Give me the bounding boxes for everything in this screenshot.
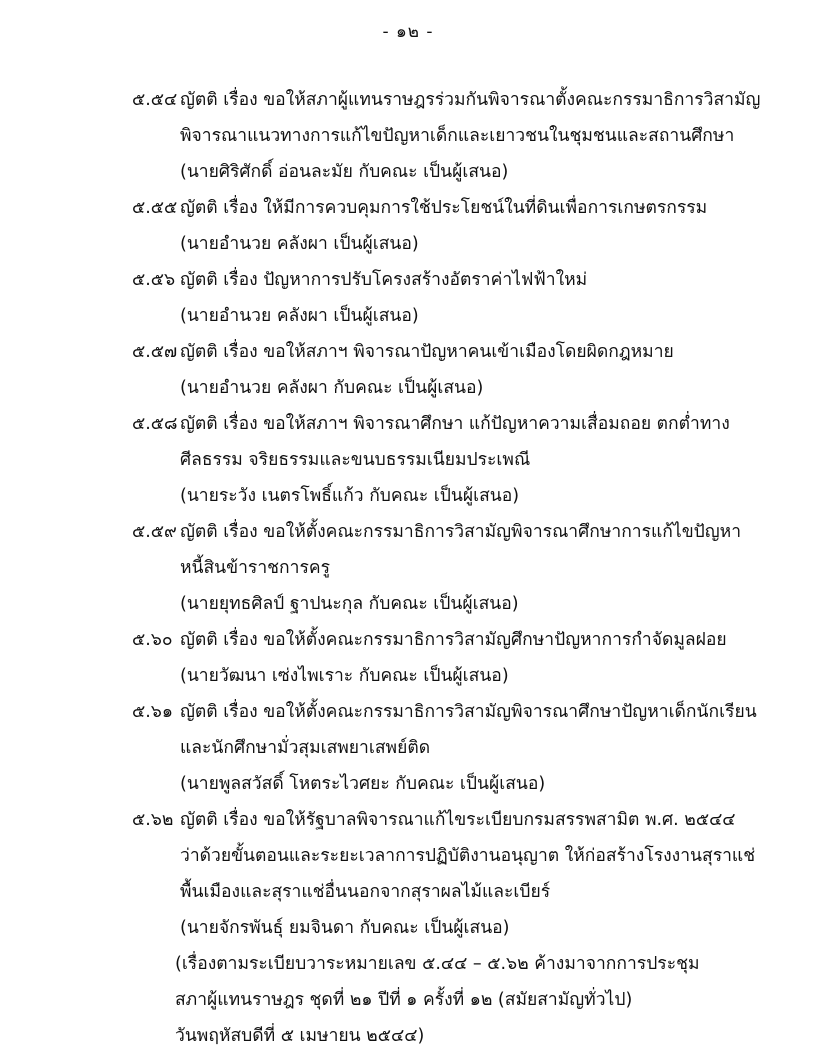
agenda-note — [0, 946, 816, 1054]
item-title-line: พิจารณาแนวทางการแก้ไขปัญหาเด็กและเยาวชนในชุมชนและสถานศึกษา — [180, 126, 735, 146]
item-number: ๕.๕๔ — [132, 90, 178, 110]
item-title-line: ญัตติ เรื่อง ขอให้สภาฯ พิจารณาปัญหาคนเข้าเมืองโดยผิดกฎหมาย — [180, 342, 674, 362]
agenda-item-5-57 — [0, 334, 816, 406]
agenda-item-5-59 — [0, 514, 816, 622]
item-proposer: (นายจักรพันธุ์ ยมจินดา กับคณะ เป็นผู้เสนอ) — [180, 918, 510, 938]
item-proposer: (นายศิริศักดิ์ อ่อนละมัย กับคณะ เป็นผู้เสนอ) — [180, 162, 509, 182]
agenda-item-5-54 — [0, 82, 816, 190]
agenda-item-5-58 — [0, 406, 816, 514]
item-number: ๕.๕๖ — [132, 270, 176, 290]
item-title-line: ศีลธรรม จริยธรรมและขนบธรรมเนียมประเพณี — [180, 450, 531, 470]
item-proposer: (นายยุทธศิลป์ ฐาปนะกุล กับคณะ เป็นผู้เสนอ) — [180, 594, 519, 614]
note-line: (เรื่องตามระเบียบวาระหมายเลข ๕.๔๔ – ๕.๖๒ ค้างมาจากการประชุม — [175, 954, 700, 974]
item-proposer: (นายระวัง เนตรโพธิ์แก้ว กับคณะ เป็นผู้เสนอ) — [180, 486, 520, 506]
item-title-line: ญัตติ เรื่อง ขอให้สภาผู้แทนราษฎรร่วมกันพิจารณาตั้งคณะกรรมาธิการวิสามัญ — [180, 90, 761, 110]
item-number: ๕.๕๘ — [132, 414, 178, 434]
item-title-line: ญัตติ เรื่อง ขอให้ตั้งคณะกรรมาธิการวิสามัญศึกษาปัญหาการกำจัดมูลฝอย — [180, 630, 727, 650]
item-number: ๕.๕๗ — [132, 342, 178, 362]
note-line: วันพฤหัสบดีที่ ๕ เมษายน ๒๕๔๔) — [175, 1026, 425, 1046]
item-proposer: (นายอำนวย คลังผา เป็นผู้เสนอ) — [180, 234, 419, 254]
item-proposer: (นายวัฒนา เซ่งไพเราะ กับคณะ เป็นผู้เสนอ) — [180, 666, 509, 686]
item-title-line: ว่าด้วยขั้นตอนและระยะเวลาการปฏิบัติงานอนุญาต ให้ก่อสร้างโรงงานสุราแช่ — [180, 846, 756, 866]
agenda-item-5-62 — [0, 802, 816, 946]
agenda-list — [0, 82, 816, 1054]
item-title-line: พื้นเมืองและสุราแช่อื่นนอกจากสุราผลไม้และเบียร์ — [180, 882, 551, 902]
agenda-item-5-55 — [0, 190, 816, 262]
item-title-line: และนักศึกษามั่วสุมเสพยาเสพย์ติด — [180, 738, 431, 758]
item-number: ๕.๕๕ — [132, 198, 178, 218]
item-proposer: (นายอำนวย คลังผา กับคณะ เป็นผู้เสนอ) — [180, 378, 484, 398]
item-title-line: ญัตติ เรื่อง ปัญหาการปรับโครงสร้างอัตราค่าไฟฟ้าใหม่ — [180, 270, 588, 290]
item-title-line: ญัตติ เรื่อง ขอให้รัฐบาลพิจารณาแก้ไขระเบียบกรมสรรพสามิต พ.ศ. ๒๕๔๔ — [180, 810, 736, 830]
item-proposer: (นายอำนวย คลังผา เป็นผู้เสนอ) — [180, 306, 419, 326]
agenda-item-5-60 — [0, 622, 816, 694]
agenda-item-5-56 — [0, 262, 816, 334]
page-number: - ๑๒ - — [382, 22, 434, 42]
item-proposer: (นายพูลสวัสดิ์ โหตระไวศยะ กับคณะ เป็นผู้เสนอ) — [180, 774, 546, 794]
note-line: สภาผู้แทนราษฎร ชุดที่ ๒๑ ปีที่ ๑ ครั้งที่ ๑๒ (สมัยสามัญทั่วไป) — [175, 990, 633, 1010]
item-number: ๕.๖๐ — [132, 630, 173, 650]
item-title-line: หนี้สินข้าราชการครู — [180, 558, 330, 578]
item-title-line: ญัตติ เรื่อง ขอให้ตั้งคณะกรรมาธิการวิสามัญพิจารณาศึกษาปัญหาเด็กนักเรียน — [180, 702, 757, 722]
item-number: ๕.๖๑ — [132, 702, 174, 722]
agenda-item-5-61 — [0, 694, 816, 802]
item-title-line: ญัตติ เรื่อง ให้มีการควบคุมการใช้ประโยชน์ในที่ดินเพื่อการเกษตรกรรม — [180, 198, 708, 218]
item-number: ๕.๖๒ — [132, 810, 174, 830]
item-number: ๕.๕๙ — [132, 522, 177, 542]
item-title-line: ญัตติ เรื่อง ขอให้สภาฯ พิจารณาศึกษา แก้ปัญหาความเสื่อมถอย ตกต่ำทาง — [180, 414, 730, 434]
item-title-line: ญัตติ เรื่อง ขอให้ตั้งคณะกรรมาธิการวิสามัญพิจารณาศึกษาการแก้ไขปัญหา — [180, 522, 742, 542]
